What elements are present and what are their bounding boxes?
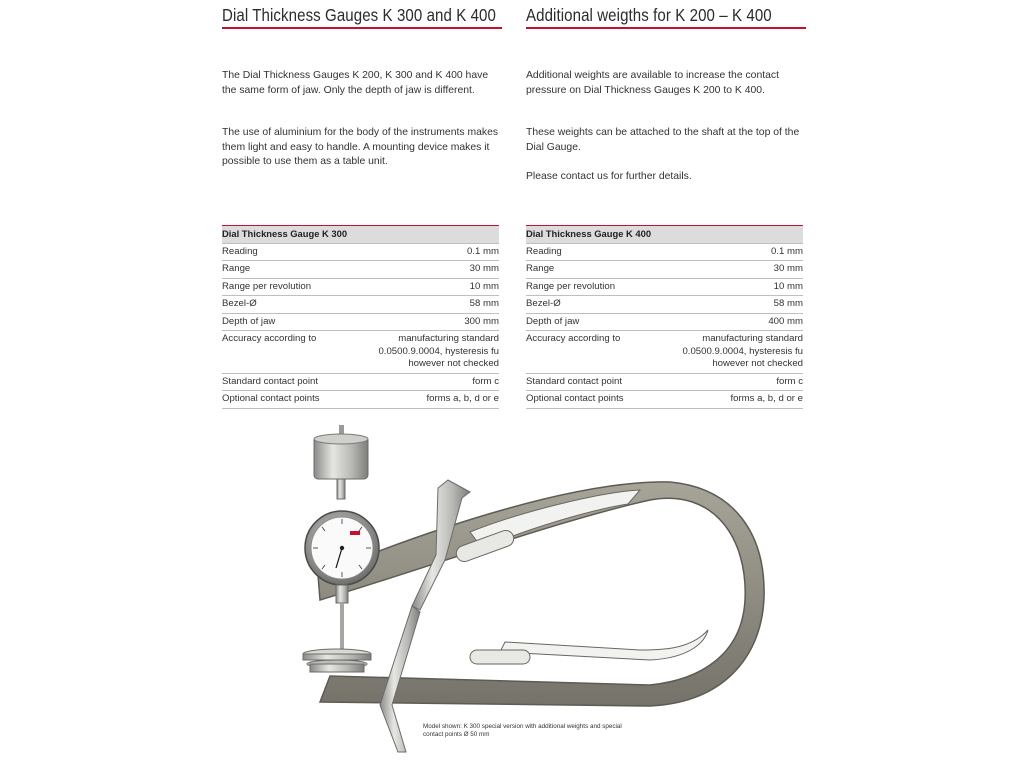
row-label: Range bbox=[222, 261, 347, 279]
row-label: Reading bbox=[222, 243, 347, 261]
row-value: 30 mm bbox=[347, 261, 499, 279]
gauge-frame bbox=[318, 482, 764, 706]
row-value: 58 mm bbox=[347, 296, 499, 314]
table-row bbox=[222, 373, 499, 391]
left-paragraph-1: The Dial Thickness Gauges K 200, K 300 and K 400 have the same form of jaw. Only the depth of jaw is different. bbox=[222, 70, 489, 96]
table-row bbox=[526, 373, 803, 391]
row-value: 30 mm bbox=[651, 261, 803, 279]
table-row bbox=[526, 313, 803, 331]
row-label: Range per revolution bbox=[526, 278, 651, 296]
row-label: Optional contact points bbox=[526, 391, 651, 409]
row-value: 10 mm bbox=[347, 278, 499, 296]
additional-weight bbox=[314, 425, 368, 499]
table-row bbox=[526, 296, 803, 314]
contact-points bbox=[303, 649, 371, 672]
row-value: forms a, b, d or e bbox=[347, 391, 499, 409]
table-row bbox=[526, 243, 803, 261]
row-label: Accuracy according to bbox=[526, 331, 651, 374]
photo-caption: Model shown: K 300 special version with additional weights and special contact points Ø 50 mm bbox=[423, 723, 622, 738]
row-value: 10 mm bbox=[651, 278, 803, 296]
row-value: manufacturing standard 0.0500.9.0004, hysteresis fu however not checked bbox=[347, 331, 499, 374]
row-label: Reading bbox=[526, 243, 651, 261]
table-row bbox=[222, 278, 499, 296]
row-label: Standard contact point bbox=[526, 373, 651, 391]
row-value: 400 mm bbox=[651, 313, 803, 331]
right-paragraph-2: These weights can be attached to the shaft at the top of the Dial Gauge. bbox=[526, 127, 800, 153]
row-label: Optional contact points bbox=[222, 391, 347, 409]
right-paragraph-3: Please contact us for further details. bbox=[526, 171, 692, 182]
right-heading: Additional weigths for K 200 – K 400 bbox=[526, 5, 772, 25]
right-paragraph-1: Additional weights are available to increase the contact pressure on Dial Thickness Gauges K 200 to K 400. bbox=[526, 70, 779, 96]
row-value: 0.1 mm bbox=[651, 243, 803, 261]
table-row bbox=[222, 243, 499, 261]
table-row bbox=[526, 331, 803, 374]
row-label: Depth of jaw bbox=[222, 313, 347, 331]
row-value: form c bbox=[347, 373, 499, 391]
left-column bbox=[222, 0, 502, 404]
spec-table-k300 bbox=[222, 225, 499, 409]
row-value: 0.1 mm bbox=[347, 243, 499, 261]
row-label: Bezel-Ø bbox=[222, 296, 347, 314]
row-label: Accuracy according to bbox=[222, 331, 347, 374]
lever-arm bbox=[380, 480, 470, 752]
table-row bbox=[222, 261, 499, 279]
right-heading-rule bbox=[526, 27, 806, 29]
table-row bbox=[222, 331, 499, 374]
row-value: 58 mm bbox=[651, 296, 803, 314]
spec-table-title: Dial Thickness Gauge K 400 bbox=[526, 226, 803, 244]
product-photo bbox=[280, 405, 800, 768]
row-label: Depth of jaw bbox=[526, 313, 651, 331]
row-label: Range per revolution bbox=[222, 278, 347, 296]
row-value: manufacturing standard 0.0500.9.0004, hysteresis fu however not checked bbox=[651, 331, 803, 374]
spec-table-k400 bbox=[526, 225, 803, 409]
table-row bbox=[222, 313, 499, 331]
left-paragraph-2: The use of aluminium for the body of the instruments makes them light and easy to handle. A mounting device makes it possible to use them as a table unit. bbox=[222, 127, 499, 168]
left-heading-rule bbox=[222, 27, 502, 29]
row-label: Range bbox=[526, 261, 651, 279]
table-row bbox=[526, 278, 803, 296]
row-value: forms a, b, d or e bbox=[651, 391, 803, 409]
table-row bbox=[222, 296, 499, 314]
left-heading: Dial Thickness Gauges K 300 and K 400 bbox=[222, 5, 496, 25]
right-column bbox=[526, 0, 806, 404]
row-label: Standard contact point bbox=[222, 373, 347, 391]
table-row bbox=[526, 261, 803, 279]
row-label: Bezel-Ø bbox=[526, 296, 651, 314]
row-value: form c bbox=[651, 373, 803, 391]
spec-table-title: Dial Thickness Gauge K 300 bbox=[222, 226, 499, 244]
row-value: 300 mm bbox=[347, 313, 499, 331]
